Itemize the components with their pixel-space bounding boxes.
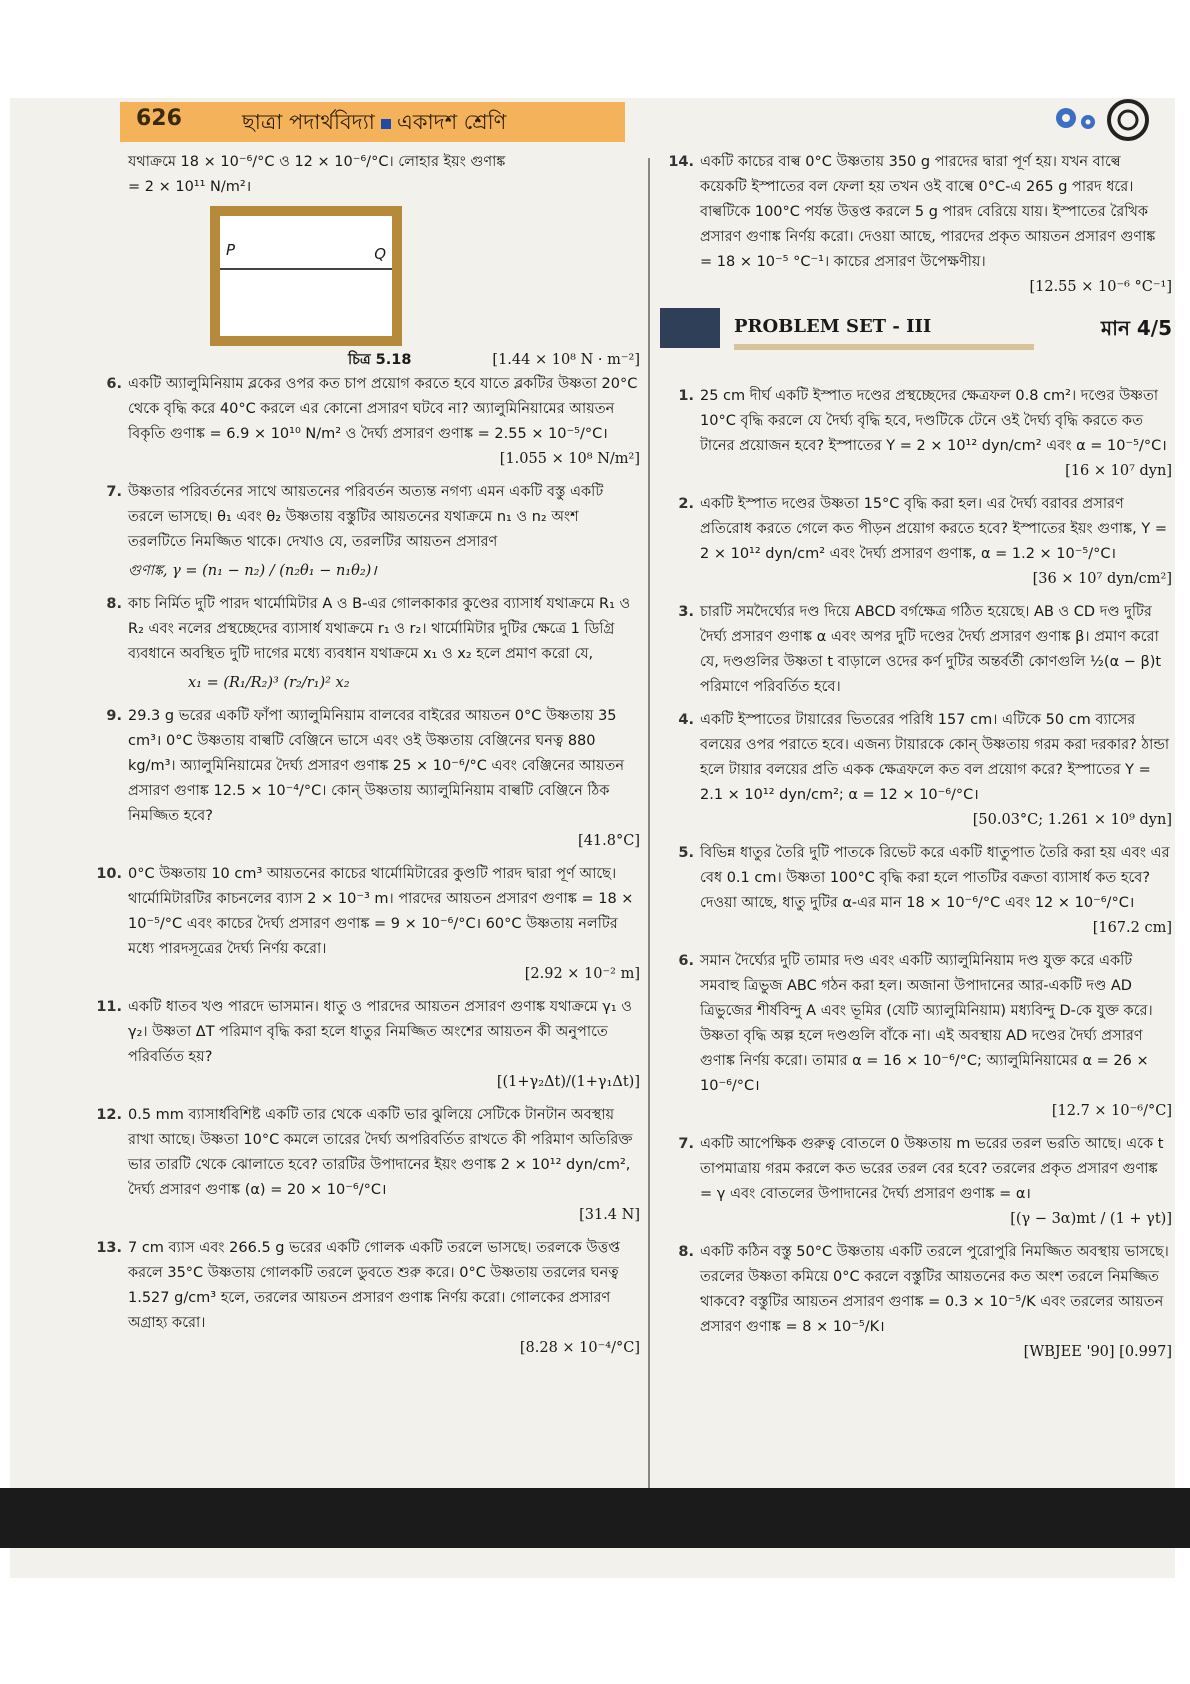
figure-5-18	[210, 206, 402, 346]
problem-answer: [36 × 10⁷ dyn/cm²]	[1032, 571, 1172, 587]
class-label: একাদশ শ্রেণি	[396, 110, 507, 134]
square-bullet-icon	[381, 119, 391, 129]
problem-set-rule	[734, 344, 1034, 350]
book-title: ছাত্রা পদার্থবিদ্যা	[242, 110, 375, 134]
ps-problem-4	[660, 708, 1172, 833]
problem-answer: [50.03°C; 1.261 × 10⁹ dyn]	[972, 812, 1172, 828]
problem-number: 11.	[96, 999, 122, 1015]
problem-number: 5.	[678, 845, 694, 861]
problem-text: সমান দৈর্ঘ্যের দুটি তামার দণ্ড এবং একটি অ্যালুমিনিয়াম দণ্ড যুক্ত করে একটি সমবাহু ত্রিভুজ ABC গঠন করা হল। অজানা উপাদানের আর-একটি দণ্ড AD ত্রিভুজের শীর্ষবিন্দু A এবং ভূমির (যেটি অ্যালুমিনিয়াম) মধ্যবিন্দু D-কে যুক্ত করে। উষ্ণতা বৃদ্ধি অল্প হলে দণ্ডগুলি বাঁকে না। এই অবস্থায় AD দণ্ডের দৈর্ঘ্য প্রসারণ গুণাঙ্ক নির্ণয় করো। তামার α = 16 × 10⁻⁶/°C; অ্যালুমিনিয়ামের α = 26 × 10⁻⁶/°C।	[700, 953, 1153, 1094]
problem-7	[88, 480, 640, 584]
problem-6	[88, 372, 640, 472]
problem-formula: x₁ = (R₁/R₂)³ (r₂/r₁)² x₂	[188, 675, 350, 691]
problem-11	[88, 995, 640, 1095]
problem-text: বিভিন্ন ধাতুর তৈরি দুটি পাতকে রিভেট করে একটি ধাতুপাত তৈরি করা হয় এবং এর বেধ 0.1 cm। উষ্ণতা 100°C বৃদ্ধি করা হলে পাতটির বক্রতা ব্যাসার্ধ কত হবে? দেওয়া আছে, ধাতু দুটির α-এর মান 18 × 10⁻⁶/°C এবং 12 × 10⁻⁶/°C।	[700, 845, 1170, 911]
ps-problem-3	[660, 600, 1172, 700]
problem-number: 3.	[678, 604, 694, 620]
problem-text: একটি অ্যালুমিনিয়াম ব্লকের ওপর কত চাপ প্রয়োগ করতে হবে যাতে ব্লকটির উষ্ণতা 20°C থেকে বৃদ্ধি করে 40°C করলে এর কোনো প্রসারণ ঘটবে না? অ্যালুমিনিয়ামের আয়তন বিকৃতি গুণাঙ্ক = 6.9 × 10¹⁰ N/m² ও দৈর্ঘ্য প্রসারণ গুণাঙ্ক = 2.55 × 10⁻⁵/°C।	[128, 376, 638, 442]
problem-number: 1.	[678, 388, 694, 404]
problem-number: 12.	[96, 1107, 122, 1123]
problem-number: 6.	[678, 953, 694, 969]
problem-14	[660, 150, 1172, 300]
problem-text: 0°C উষ্ণতায় 10 cm³ আয়তনের কাচের থার্মোমিটারের কুণ্ডটি পারদ দ্বারা পূর্ণ আছে। থার্মোমিটারটির কাচনলের ব্যাস 2 × 10⁻³ m। পারদের আয়তন প্রসারণ গুণাঙ্ক = 18 × 10⁻⁵/°C এবং কাচের দৈর্ঘ্য প্রসারণ গুণাঙ্ক = 9 × 10⁻⁶/°C। 60°C উষ্ণতায় নলটির মধ্যে পারদসূত্রের দৈর্ঘ্য নির্ণয় করো।	[128, 866, 634, 957]
problem-number: 7.	[106, 484, 122, 500]
ps-problem-5	[660, 841, 1172, 941]
problem-text: 0.5 mm ব্যাসার্ধবিশিষ্ট একটি তার থেকে একটি ভার ঝুলিয়ে সেটিকে টানটান অবস্থায় রাখা আছে। উষ্ণতা 10°C কমলে তারের দৈর্ঘ্য অপরিবর্তিত রাখতে কী পরিমাণ অতিরিক্ত ভার তারটি থেকে ঝোলাতে হবে? তারটির উপাদানের ইয়ং গুণাঙ্ক 2 × 10¹² dyn/cm², দৈর্ঘ্য প্রসারণ গুণাঙ্ক (α) = 20 × 10⁻⁶/°C।	[128, 1107, 633, 1198]
scan-edge	[0, 1488, 1190, 1548]
problem-number: 13.	[96, 1240, 122, 1256]
problem-text: 29.3 g ভরের একটি ফাঁপা অ্যালুমিনিয়াম বালবের বাইরের আয়তন 0°C উষ্ণতায় 35 cm³। 0°C উষ্ণতায় বাল্বটি বেঞ্জিনে ভাসে এবং ওই উষ্ণতায় বেঞ্জিনের ঘনত্ব 880 kg/m³। অ্যালুমিনিয়ামের দৈর্ঘ্য প্রসারণ গুণাঙ্ক 25 × 10⁻⁶/°C এবং বেঞ্জিনের আয়তন প্রসারণ গুণাঙ্ক 12.5 × 10⁻⁴/°C। কোন্ উষ্ণতায় অ্যালুমিনিয়াম বাল্বটি বেঞ্জিনে ঠিক নিমজ্জিত হবে?	[128, 708, 625, 824]
problem-answer: [167.2 cm]	[1092, 920, 1172, 936]
page-number: 626	[136, 106, 182, 131]
figure-divider-line	[220, 268, 392, 270]
problem-number: 6.	[106, 376, 122, 392]
problem-set-title: PROBLEM SET - III	[734, 316, 932, 337]
marks-badge: মান 4/5	[1101, 316, 1172, 340]
problem-8	[88, 592, 640, 696]
figure-label-p: P	[226, 241, 236, 259]
ps-problem-6	[660, 949, 1172, 1124]
problem-answer: [41.8°C]	[578, 833, 640, 849]
telescope-icon	[660, 308, 720, 348]
problem-9	[88, 704, 640, 854]
problem-text: একটি ইস্পাত দণ্ডের উষ্ণতা 15°C বৃদ্ধি করা হল। এর দৈর্ঘ্য বরাবর প্রসারণ প্রতিরোধ করতে গেলে কত পীড়ন প্রয়োগ করতে হবে? ইস্পাতের ইয়ং গুণাঙ্ক, Y = 2 × 10¹² dyn/cm² এবং দৈর্ঘ্য প্রসারণ গুণাঙ্ক, α = 1.2 × 10⁻⁵/°C।	[700, 496, 1167, 562]
problem-text: একটি কাচের বাল্ব 0°C উষ্ণতায় 350 g পারদের দ্বারা পূর্ণ হয়। যখন বাল্বে কয়েকটি ইস্পাতের বল ফেলা হয় তখন ওই বাল্বে 0°C-এ 265 g পারদ ধরে। বাল্বটিকে 100°C পর্যন্ত উত্তপ্ত করলে 5 g পারদ বেরিয়ে যায়। ইস্পাতের রৈখিক প্রসারণ গুণাঙ্ক নির্ণয় করো। দেওয়া আছে, পারদের প্রকৃত আয়তন প্রসারণ গুণাঙ্ক = 18 × 10⁻⁵ °C⁻¹। কাচের প্রসারণ উপেক্ষণীয়।	[700, 154, 1156, 270]
problem-answer: [16 × 10⁷ dyn]	[1065, 463, 1172, 479]
problem-answer: [12.7 × 10⁻⁶/°C]	[1051, 1103, 1172, 1119]
problem-answer: [(1+γ₂Δt)/(1+γ₁Δt)]	[496, 1074, 640, 1090]
figure-caption: চিত্র 5.18	[348, 352, 412, 368]
book-page	[10, 98, 1175, 1578]
problem-answer: [2.92 × 10⁻² m]	[524, 966, 640, 982]
problem-answer: [12.55 × 10⁻⁶ °C⁻¹]	[1029, 279, 1172, 295]
column-divider	[648, 158, 650, 1538]
problem-10	[88, 862, 640, 987]
gear-head-logo-icon	[1050, 98, 1160, 142]
problem-answer: [31.4 N]	[579, 1207, 640, 1223]
problem-text: উষ্ণতার পরিবর্তনের সাথে আয়তনের পরিবর্তন অত্যন্ত নগণ্য এমন একটি বস্তু একটি তরলে ভাসছে। θ₁ এবং θ₂ উষ্ণতায় বস্তুটির আয়তনের যথাক্রমে n₁ ও n₂ অংশ তরলটিতে নিমজ্জিত থাকে। দেখাও যে, তরলটির আয়তন প্রসারণ	[128, 484, 604, 550]
problem-text: একটি ইস্পাতের টায়ারের ভিতরের পরিধি 157 cm। এটিকে 50 cm ব্যাসের বলয়ের ওপর পরাতে হবে। এজন্য টায়ারকে কোন্ উষ্ণতায় গরম করা দরকার? ঠান্ডা হলে টায়ার বলয়ের প্রতি একক ক্ষেত্রফলে কত বল প্রয়োগ করে? ইস্পাতের Y = 2.1 × 10¹² dyn/cm²; α = 12 × 10⁻⁶/°C।	[700, 712, 1170, 803]
ps-problem-2	[660, 492, 1172, 592]
problem-number: 2.	[678, 496, 694, 512]
problem-text: একটি ধাতব খণ্ড পারদে ভাসমান। ধাতু ও পারদের আয়তন প্রসারণ গুণাঙ্ক যথাক্রমে γ₁ ও γ₂। উষ্ণতা ΔT পরিমাণ বৃদ্ধি করা হলে ধাতুর নিমজ্জিত অংশের আয়তন কী অনুপাতে পরিবর্তিত হয়?	[128, 999, 632, 1065]
problem-12	[88, 1103, 640, 1228]
problem-number: 10.	[96, 866, 122, 882]
problem-number: 14.	[668, 154, 694, 170]
problem-formula: গুণাঙ্ক, γ = (n₁ − n₂) / (n₂θ₁ − n₁θ₂)।	[128, 563, 377, 579]
left-column	[88, 150, 640, 1369]
problem-number: 7.	[678, 1136, 694, 1152]
problem-answer: [8.28 × 10⁻⁴/°C]	[519, 1340, 640, 1356]
problem-text: একটি আপেক্ষিক গুরুত্ব বোতলে 0 উষ্ণতায় m ভরের তরল ভরতি আছে। একে t তাপমাত্রায় গরম করলে কত ভরের তরল বের হবে? তরলের প্রকৃত প্রসারণ গুণাঙ্ক = γ এবং বোতলের উপাদানের দৈর্ঘ্য প্রসারণ গুণাঙ্ক = α।	[700, 1136, 1164, 1202]
problem-text: 25 cm দীর্ঘ একটি ইস্পাত দণ্ডের প্রস্থচ্ছেদের ক্ষেত্রফল 0.8 cm²। দণ্ডের উষ্ণতা 10°C বৃদ্ধি করলে যে দৈর্ঘ্য বৃদ্ধি হবে, দণ্ডটিকে টেনে ওই দৈর্ঘ্য বৃদ্ধি করতে কত টানের প্রয়োজন হবে? ইস্পাতের Y = 2 × 10¹² dyn/cm² এবং α = 10⁻⁵/°C।	[700, 388, 1167, 454]
ps-problem-8	[660, 1240, 1172, 1365]
problem-number: 4.	[678, 712, 694, 728]
intro-line-2: = 2 × 10¹¹ N/m²।	[128, 179, 252, 195]
problem-answer: [(γ − 3α)mt / (1 + γt)]	[1010, 1211, 1172, 1227]
intro-line-1: যথাক্রমে 18 × 10⁻⁶/°C ও 12 × 10⁻⁶/°C। লোহার ইয়ং গুণাঙ্ক	[128, 154, 506, 170]
problem-text: চারটি সমদৈর্ঘ্যের দণ্ড দিয়ে ABCD বর্গক্ষেত্র গঠিত হয়েছে। AB ও CD দণ্ড দুটির দৈর্ঘ্য প্রসারণ গুণাঙ্ক α এবং অপর দুটি দণ্ডের দৈর্ঘ্য প্রসারণ গুণাঙ্ক β। প্রমাণ করো যে, দণ্ডগুলির উষ্ণতা t বাড়ালে ওদের কর্ণ দুটির অন্তর্বর্তী কোণগুলি ½(α − β)t পরিমাণে পরিবর্তিত হবে।	[700, 604, 1162, 695]
figure-caption-row	[88, 346, 640, 372]
problem-text: 7 cm ব্যাস এবং 266.5 g ভরের একটি গোলক একটি তরলে ভাসছে। তরলকে উত্তপ্ত করলে 35°C উষ্ণতায় গোলকটি তরলে ডুবতে শুরু করে। 0°C উষ্ণতায় তরলের ঘনত্ব 1.527 g/cm³ হলে, তরলের আয়তন প্রসারণ গুণাঙ্ক নির্ণয় করো। গোলকের প্রসারণ অগ্রাহ্য করো।	[128, 1240, 621, 1331]
ps-problem-7	[660, 1132, 1172, 1232]
problem-text: কাচ নির্মিত দুটি পারদ থার্মোমিটার A ও B-এর গোলকাকার কুণ্ডের ব্যাসার্ধ যথাক্রমে R₁ ও R₂ এবং নলের প্রস্থচ্ছেদের ব্যাসার্ধ যথাক্রমে r₁ ও r₂। থার্মোমিটার দুটির ক্ষেত্রে 1 ডিগ্রি ব্যবধানে অবস্থিত দুটি দাগের মধ্যে ব্যবধান যথাক্রমে x₁ ও x₂ হলে প্রমাণ করো যে,	[128, 596, 631, 662]
problem-answer: [1.055 × 10⁸ N/m²]	[499, 451, 640, 467]
problem-answer: [WBJEE '90] [0.997]	[1023, 1344, 1172, 1360]
right-column	[660, 150, 1172, 1373]
problem-13	[88, 1236, 640, 1361]
ps-problem-1	[660, 384, 1172, 484]
problem-set-header	[660, 308, 1172, 370]
problem-number: 8.	[678, 1244, 694, 1260]
problem-number: 9.	[106, 708, 122, 724]
figure-answer: [1.44 × 10⁸ N · m⁻²]	[492, 352, 640, 368]
figure-label-q: Q	[374, 245, 386, 263]
intro-text	[88, 150, 640, 200]
problem-number: 8.	[106, 596, 122, 612]
header-title	[242, 106, 506, 141]
problem-text: একটি কঠিন বস্তু 50°C উষ্ণতায় একটি তরলে পুরোপুরি নিমজ্জিত অবস্থায় ভাসছে। তরলের উষ্ণতা কমিয়ে 0°C করলে বস্তুটির আয়তনের কত অংশ তরলে নিমজ্জিত থাকবে? বস্তুটির আয়তন প্রসারণ গুণাঙ্ক = 0.3 × 10⁻⁵/K এবং তরলের আয়তন প্রসারণ গুণাঙ্ক = 8 × 10⁻⁵/K।	[700, 1244, 1169, 1335]
